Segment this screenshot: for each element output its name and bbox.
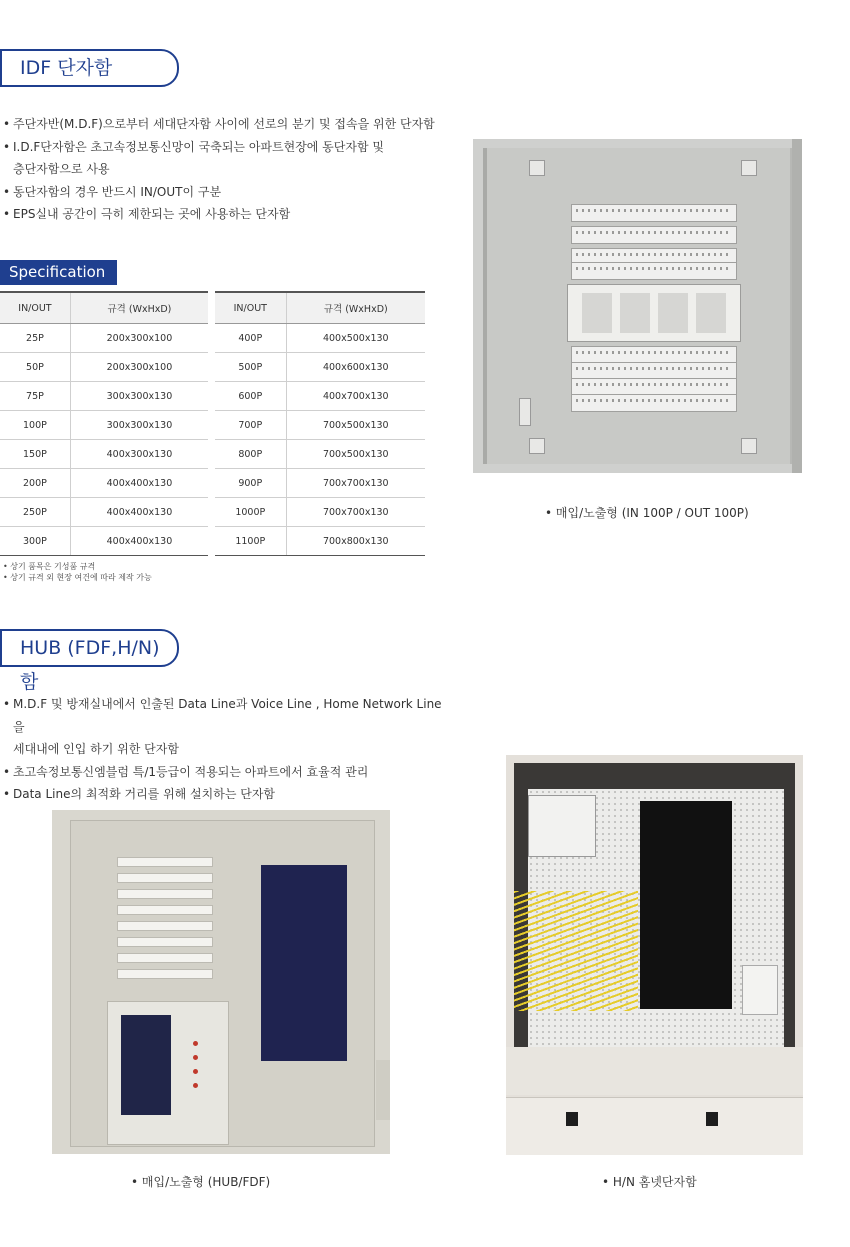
idf-cabinet-photo <box>473 139 802 473</box>
list-item: • I.D.F단자함은 초고속정보통신망이 국축되는 아파트현장에 동단자함 및 층단자함으로 사용 <box>3 136 443 181</box>
hub-photo-caption: • 매입/노출형 (HUB/FDF) <box>131 1175 271 1189</box>
hn-photo-caption: • H/N 홈넷단자함 <box>602 1175 697 1189</box>
table-row: 25P 200x300x100 <box>0 324 208 353</box>
header-size: 규격 (WxHxD) <box>70 292 208 324</box>
table-row: 200P 400x400x130 <box>0 469 208 498</box>
table-row: 100P 300x300x130 <box>0 411 208 440</box>
table-row: 250P 400x400x130 <box>0 498 208 527</box>
table-row: 150P 400x300x130 <box>0 440 208 469</box>
table-row: 50P 200x300x100 <box>0 353 208 382</box>
list-item: • Data Line의 최적화 거리를 위해 설치하는 단자함 <box>3 783 443 806</box>
yellow-cables <box>514 891 638 1011</box>
cabinet-interior <box>483 148 796 464</box>
table-row: 600P 400x700x130 <box>215 382 425 411</box>
note-line: • 상기 규격 외 현장 여건에 따라 제작 가능 <box>3 573 152 582</box>
table-row: 500P 400x600x130 <box>215 353 425 382</box>
hn-cabinet-photo <box>506 755 803 1155</box>
table-row: 800P 700x500x130 <box>215 440 425 469</box>
hub-fdf-photo <box>52 810 390 1154</box>
list-item: • M.D.F 및 방재실내에서 인출된 Data Line과 Voice Line , Home Network Line 을 세대내에 인입 하기 위한 단자함 <box>3 693 443 761</box>
idf-section-title: IDF 단자함 <box>0 49 179 87</box>
idf-bullet-list <box>3 113 443 226</box>
spec-notes <box>3 561 152 583</box>
header-inout: IN/OUT <box>215 292 286 324</box>
spec-table-right <box>215 291 425 556</box>
note-line: • 상기 품목은 기성품 규격 <box>3 562 96 571</box>
hub-section-title: HUB (FDF,H/N)함 <box>0 629 179 667</box>
specification-heading: Specification <box>0 260 117 285</box>
table-row: 1000P 700x700x130 <box>215 498 425 527</box>
network-switch <box>640 801 732 1009</box>
table-row: 75P 300x300x130 <box>0 382 208 411</box>
hub-panel <box>70 820 375 1147</box>
list-item: • 동단자함의 경우 반드시 IN/OUT이 구분 <box>3 181 443 204</box>
table-header-row <box>0 292 208 324</box>
list-item: • 주단자반(M.D.F)으로부터 세대단자함 사이에 선로의 분기 및 접속을 위한 단자함 <box>3 113 443 136</box>
table-row: 700P 700x500x130 <box>215 411 425 440</box>
table-row: 300P 400x400x130 <box>0 527 208 556</box>
list-item: • 초고속정보통신엠블럼 특/1등급이 적용되는 아파트에서 효율적 관리 <box>3 761 443 784</box>
cabinet-door-edge <box>792 139 802 473</box>
table-row: 400P 400x500x130 <box>215 324 425 353</box>
hub-bullet-list <box>3 693 443 806</box>
idf-photo-caption: • 매입/노출형 (IN 100P / OUT 100P) <box>545 506 749 520</box>
list-item: • EPS실내 공간이 극히 제한되는 곳에 사용하는 단자함 <box>3 203 443 226</box>
table-row: 1100P 700x800x130 <box>215 527 425 556</box>
table-header-row <box>215 292 425 324</box>
power-outlet <box>742 965 778 1015</box>
patch-panel-block <box>261 865 347 1061</box>
spec-table-left <box>0 291 208 556</box>
header-size: 규격 (WxHxD) <box>286 292 425 324</box>
table-row: 900P 700x700x130 <box>215 469 425 498</box>
header-inout: IN/OUT <box>0 292 70 324</box>
